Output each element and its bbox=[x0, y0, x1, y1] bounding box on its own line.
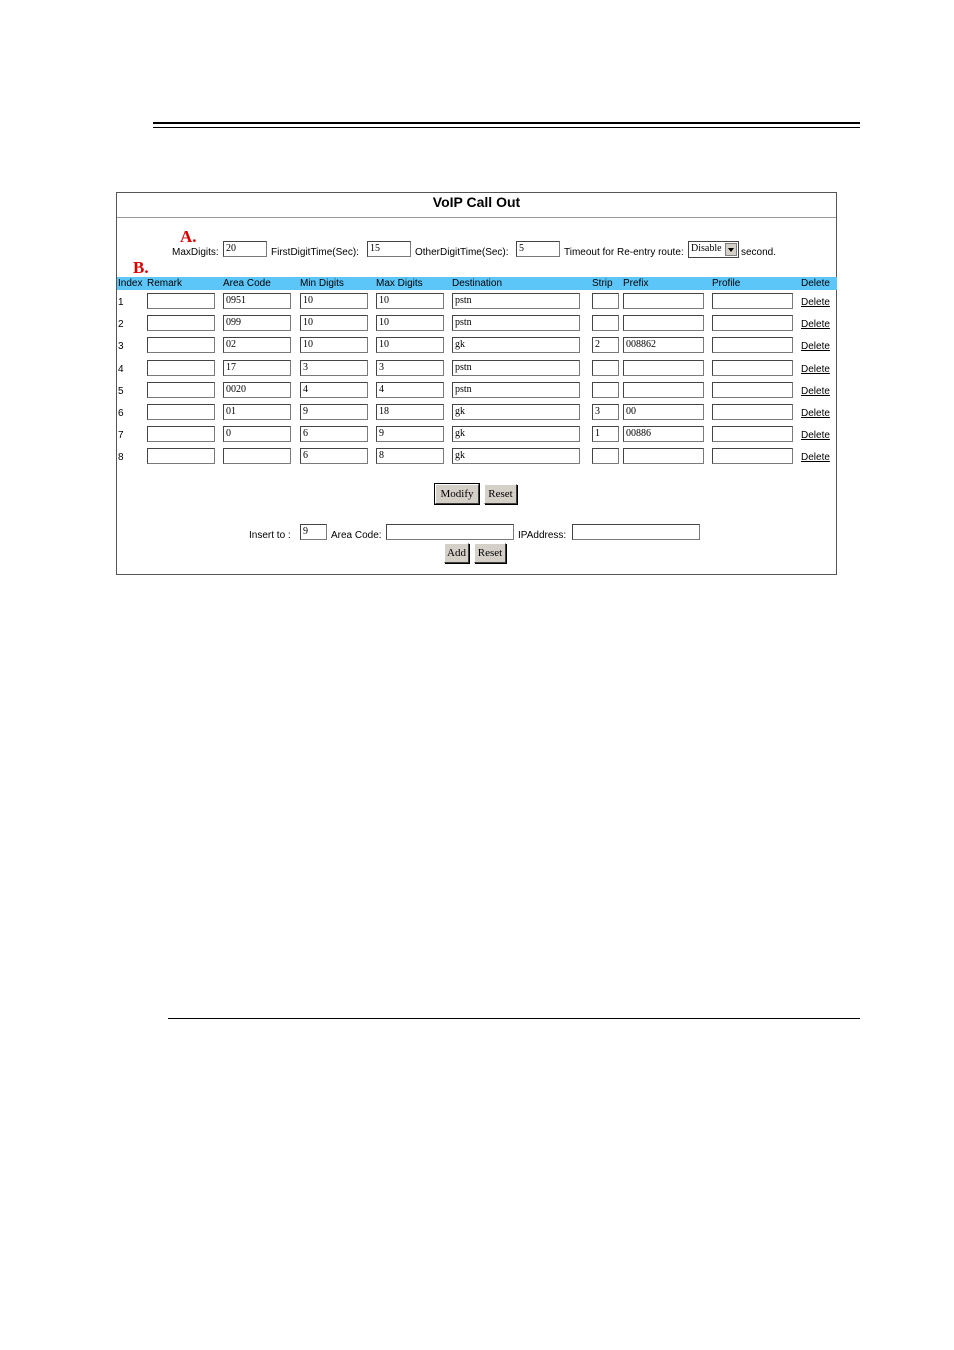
area-code-input[interactable]: 17 bbox=[223, 360, 291, 376]
destination-input[interactable]: gk bbox=[452, 404, 580, 420]
timeout-unit-label: second. bbox=[741, 247, 777, 258]
strip-input[interactable] bbox=[592, 315, 619, 331]
modify-button[interactable]: Modify bbox=[435, 484, 479, 504]
profile-input[interactable] bbox=[712, 360, 793, 376]
chevron-down-icon[interactable] bbox=[725, 243, 737, 256]
header-min-digits: Min Digits bbox=[300, 278, 344, 289]
insert-area-code-input[interactable] bbox=[386, 524, 514, 540]
header-strip: Strip bbox=[592, 278, 613, 289]
voip-call-out-panel bbox=[116, 192, 837, 575]
header-profile: Profile bbox=[712, 278, 741, 289]
prefix-input[interactable]: 00886 bbox=[623, 426, 704, 442]
area-code-input[interactable]: 0020 bbox=[223, 382, 291, 398]
prefix-input[interactable] bbox=[623, 315, 704, 331]
max-digits-label: MaxDigits: bbox=[172, 247, 219, 258]
add-button[interactable]: Add bbox=[444, 543, 469, 563]
min-digits-input[interactable]: 4 bbox=[300, 382, 368, 398]
row-index: 2 bbox=[118, 319, 124, 331]
area-code-input[interactable]: 02 bbox=[223, 337, 291, 353]
destination-input[interactable]: gk bbox=[452, 426, 580, 442]
remark-input[interactable] bbox=[147, 293, 215, 309]
remark-input[interactable] bbox=[147, 337, 215, 353]
remark-input[interactable] bbox=[147, 360, 215, 376]
min-digits-input[interactable]: 10 bbox=[300, 337, 368, 353]
other-digit-time-input[interactable]: 5 bbox=[516, 241, 560, 257]
delete-link[interactable]: Delete bbox=[801, 363, 830, 375]
reset-button[interactable]: Reset bbox=[484, 484, 517, 504]
row-index: 7 bbox=[118, 430, 124, 442]
min-digits-input[interactable]: 6 bbox=[300, 448, 368, 464]
area-code-input[interactable] bbox=[223, 448, 291, 464]
marker-b: B. bbox=[133, 258, 149, 277]
other-digit-time-label: OtherDigitTime(Sec): bbox=[415, 247, 509, 258]
min-digits-input[interactable]: 10 bbox=[300, 293, 368, 309]
insert-reset-button[interactable]: Reset bbox=[474, 543, 506, 563]
ip-address-label: IPAddress: bbox=[518, 530, 567, 541]
first-digit-time-label: FirstDigitTime(Sec): bbox=[271, 247, 359, 258]
prefix-input[interactable] bbox=[623, 360, 704, 376]
max-digits-input[interactable]: 10 bbox=[376, 337, 444, 353]
row-index: 6 bbox=[118, 408, 124, 419]
row-index: 4 bbox=[118, 363, 124, 375]
top-rule-thin bbox=[153, 127, 860, 128]
max-digits-input[interactable]: 10 bbox=[376, 315, 444, 331]
header-prefix: Prefix bbox=[623, 278, 649, 289]
ip-address-input[interactable] bbox=[572, 524, 700, 540]
header-destination: Destination bbox=[452, 278, 503, 289]
delete-link[interactable]: Delete bbox=[801, 385, 830, 397]
prefix-input[interactable]: 00 bbox=[623, 404, 704, 420]
max-digits-input[interactable]: 3 bbox=[376, 360, 444, 376]
marker-a: A. bbox=[180, 227, 197, 246]
max-digits-input[interactable]: 20 bbox=[223, 241, 267, 257]
max-digits-input[interactable]: 4 bbox=[376, 382, 444, 398]
min-digits-input[interactable]: 6 bbox=[300, 426, 368, 442]
timeout-label: Timeout for Re-entry route: bbox=[564, 247, 684, 258]
header-max-digits: Max Digits bbox=[376, 278, 423, 289]
profile-input[interactable] bbox=[712, 293, 793, 309]
destination-input[interactable]: pstn bbox=[452, 315, 580, 331]
destination-input[interactable]: pstn bbox=[452, 293, 580, 309]
delete-link[interactable]: Delete bbox=[801, 319, 830, 331]
top-rule-thick bbox=[153, 122, 860, 124]
bottom-rule bbox=[168, 1018, 860, 1019]
destination-input[interactable]: gk bbox=[452, 448, 580, 464]
prefix-input[interactable] bbox=[623, 293, 704, 309]
profile-input[interactable] bbox=[712, 404, 793, 420]
header-index: Index bbox=[118, 278, 143, 289]
prefix-input[interactable] bbox=[623, 382, 704, 398]
panel-title: VoIP Call Out bbox=[432, 194, 521, 210]
profile-input[interactable] bbox=[712, 426, 793, 442]
profile-input[interactable] bbox=[712, 315, 793, 331]
header-area-code: Area Code bbox=[223, 278, 271, 289]
max-digits-input[interactable]: 10 bbox=[376, 293, 444, 309]
header-delete: Delete bbox=[801, 278, 830, 289]
area-code-input[interactable]: 0951 bbox=[223, 293, 291, 309]
remark-input[interactable] bbox=[147, 448, 215, 464]
strip-input[interactable] bbox=[592, 293, 619, 309]
row-index: 1 bbox=[118, 297, 124, 308]
row-index: 5 bbox=[118, 385, 124, 397]
prefix-input[interactable] bbox=[623, 448, 704, 464]
max-digits-input[interactable]: 18 bbox=[376, 404, 444, 420]
row-index: 3 bbox=[118, 341, 124, 353]
remark-input[interactable] bbox=[147, 426, 215, 442]
min-digits-input[interactable]: 9 bbox=[300, 404, 368, 420]
destination-input[interactable]: gk bbox=[452, 337, 580, 353]
insert-to-input[interactable]: 9 bbox=[300, 524, 327, 540]
destination-input[interactable]: pstn bbox=[452, 382, 580, 398]
strip-input[interactable]: 3 bbox=[592, 404, 619, 420]
delete-link[interactable]: Delete bbox=[801, 408, 830, 419]
destination-input[interactable]: pstn bbox=[452, 360, 580, 376]
delete-link[interactable]: Delete bbox=[801, 341, 830, 353]
strip-input[interactable] bbox=[592, 360, 619, 376]
remark-input[interactable] bbox=[147, 315, 215, 331]
min-digits-input[interactable]: 10 bbox=[300, 315, 368, 331]
profile-input[interactable] bbox=[712, 448, 793, 464]
delete-link[interactable]: Delete bbox=[801, 452, 830, 464]
timeout-select[interactable] bbox=[688, 241, 739, 258]
remark-input[interactable] bbox=[147, 382, 215, 398]
area-code-input[interactable]: 0 bbox=[223, 426, 291, 442]
strip-input[interactable]: 2 bbox=[592, 337, 619, 353]
remark-input[interactable] bbox=[147, 404, 215, 420]
table-header bbox=[117, 277, 837, 290]
first-digit-time-input[interactable]: 15 bbox=[367, 241, 411, 257]
strip-input[interactable] bbox=[592, 382, 619, 398]
min-digits-input[interactable]: 3 bbox=[300, 360, 368, 376]
prefix-input[interactable]: 008862 bbox=[623, 337, 704, 353]
area-code-input[interactable]: 099 bbox=[223, 315, 291, 331]
max-digits-input[interactable]: 9 bbox=[376, 426, 444, 442]
delete-link[interactable]: Delete bbox=[801, 297, 830, 308]
profile-input[interactable] bbox=[712, 382, 793, 398]
row-index: 8 bbox=[118, 452, 124, 464]
timeout-select-value: Disable bbox=[691, 243, 722, 254]
strip-input[interactable]: 1 bbox=[592, 426, 619, 442]
strip-input[interactable] bbox=[592, 448, 619, 464]
header-remark: Remark bbox=[147, 278, 183, 289]
profile-input[interactable] bbox=[712, 337, 793, 353]
insert-to-label: Insert to : bbox=[249, 530, 291, 541]
max-digits-input[interactable]: 8 bbox=[376, 448, 444, 464]
delete-link[interactable]: Delete bbox=[801, 430, 830, 442]
area-code-input[interactable]: 01 bbox=[223, 404, 291, 420]
insert-area-code-label: Area Code: bbox=[331, 530, 382, 541]
title-divider bbox=[117, 217, 836, 218]
